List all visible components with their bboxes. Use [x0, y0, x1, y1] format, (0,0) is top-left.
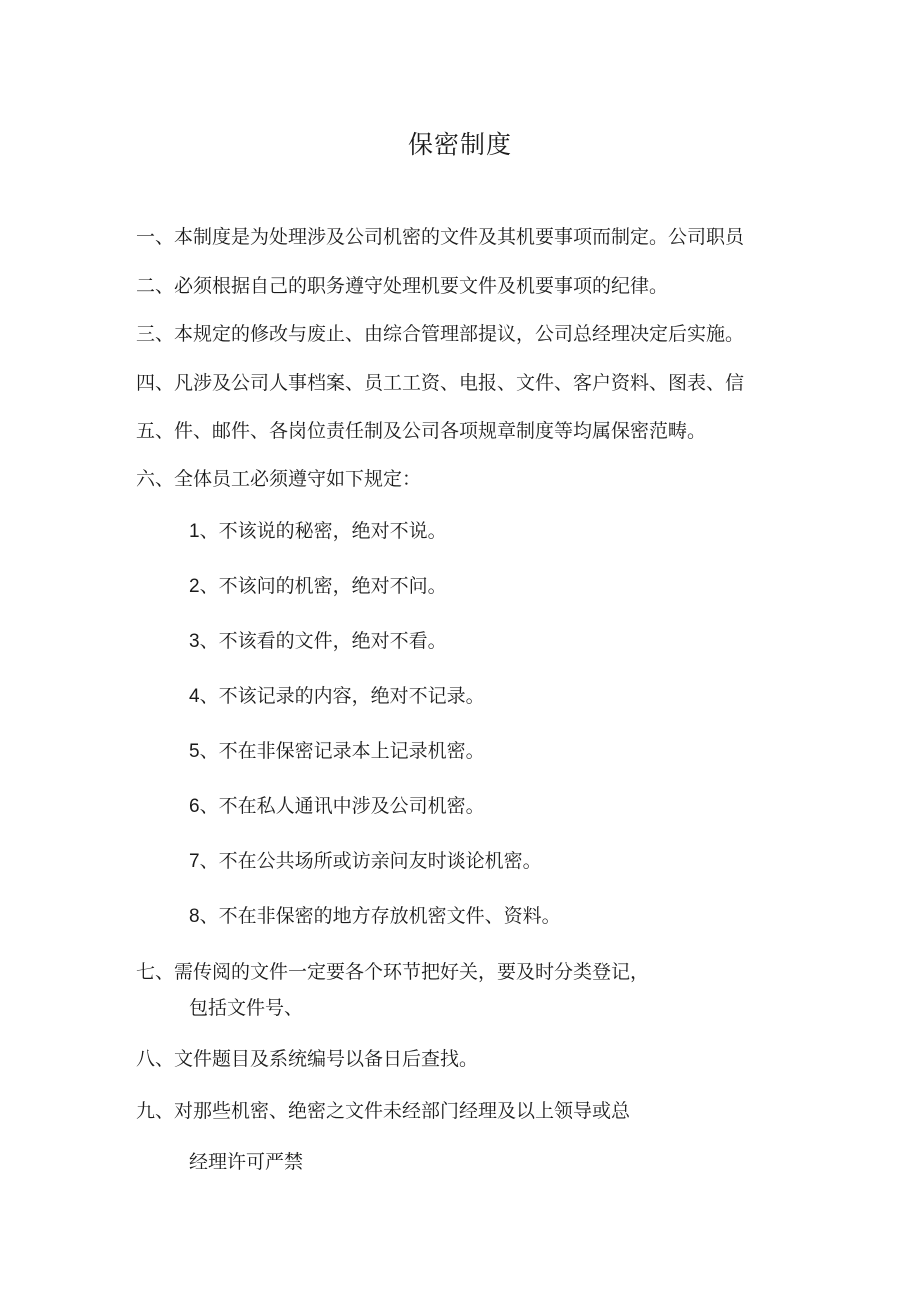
- item-9-continuation: 经理许可严禁: [189, 1151, 304, 1173]
- rule-3: [189, 628, 447, 655]
- rule-text: 、不在私人通讯中涉及公司机密。: [199, 795, 485, 817]
- rule-5: [189, 738, 485, 765]
- rule-number: 8: [189, 906, 200, 927]
- item-4: 四、凡涉及公司人事档案、员工工资、电报、文件、客户资料、图表、信: [136, 372, 745, 394]
- rule-7: [189, 848, 542, 875]
- item-8: 八、文件题目及系统编号以备日后查找。: [136, 1048, 479, 1070]
- item-5: 五、件、邮件、各岗位责任制及公司各项规章制度等均属保密范畴。: [136, 420, 707, 442]
- item-7: 七、需传阅的文件一定要各个环节把好关，要及时分类登记，: [136, 961, 650, 983]
- rule-text: 、不在公共场所或访亲问友时谈论机密。: [199, 850, 542, 872]
- rule-8: [189, 903, 561, 930]
- document-title: 保密制度: [407, 130, 512, 159]
- item-2: 二、必须根据自己的职务遵守处理机要文件及机要事项的纪律。: [136, 275, 669, 297]
- rule-text: 、不该看的文件，绝对不看。: [199, 630, 447, 652]
- rule-text: 、不该说的秘密，绝对不说。: [199, 520, 447, 542]
- rule-6: [189, 793, 485, 820]
- rule-text: 、不该记录的内容，绝对不记录。: [199, 685, 485, 707]
- rule-text: 、不在非保密的地方存放机密文件、资料。: [199, 905, 561, 927]
- rule-text: 、不该问的机密，绝对不问。: [199, 575, 447, 597]
- item-3: 三、本规定的修改与废止、由综合管理部提议，公司总经理决定后实施。: [136, 323, 745, 345]
- rule-number: 5: [189, 741, 200, 762]
- item-1: 一、本制度是为处理涉及公司机密的文件及其机要事项而制定。公司职员: [136, 226, 745, 248]
- item-7-continuation: 包括文件号、: [189, 997, 304, 1019]
- rule-text: 、不在非保密记录本上记录机密。: [199, 740, 485, 762]
- rule-number: 1: [189, 521, 200, 542]
- rule-number: 4: [189, 686, 200, 707]
- rule-number: 2: [189, 576, 200, 597]
- rule-2: [189, 573, 447, 600]
- rule-1: [189, 518, 447, 545]
- item-9: 九、对那些机密、绝密之文件未经部门经理及以上领导或总: [136, 1100, 631, 1122]
- rule-number: 6: [189, 796, 200, 817]
- rule-number: 7: [189, 851, 200, 872]
- rule-4: [189, 683, 485, 710]
- rule-number: 3: [189, 631, 200, 652]
- item-6: 六、全体员工必须遵守如下规定：: [136, 468, 422, 490]
